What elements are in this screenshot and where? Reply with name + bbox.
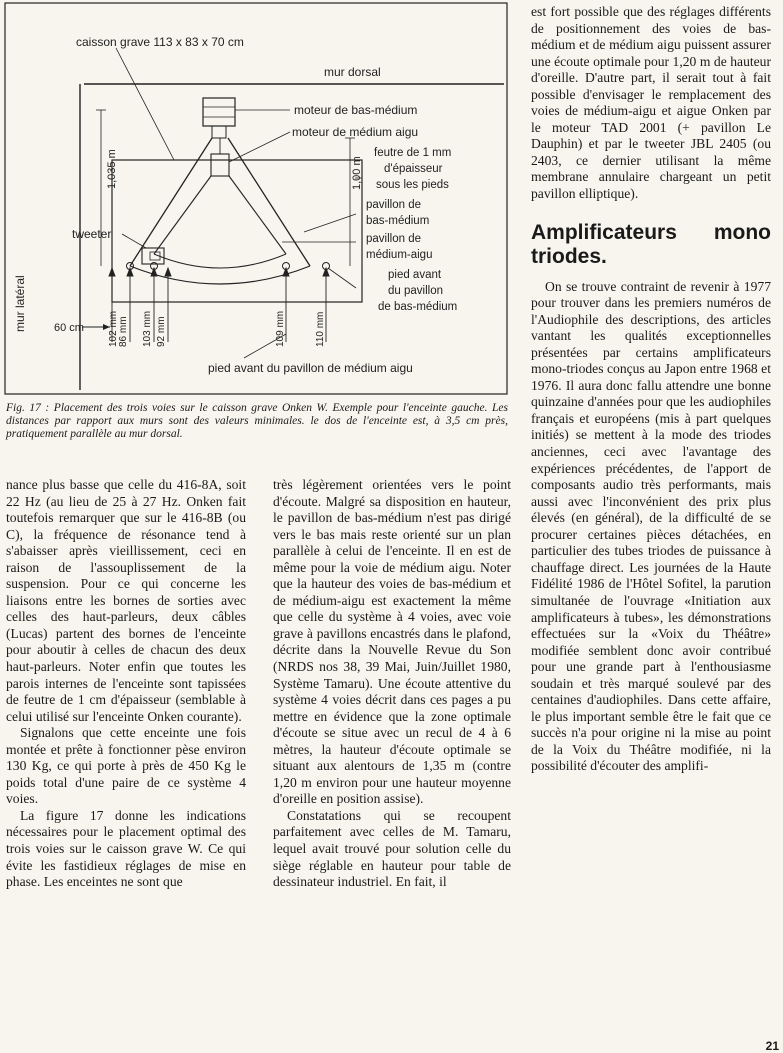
label-dim-60: 60 cm	[54, 322, 84, 334]
label-pavillon-bas-1: pavillon de	[366, 199, 421, 211]
paragraph: Constatations qui se recoupent parfaitement avec celles de M. Tamaru, lequel avait trouvé pour solution celle du siège réglable en hauteur pour table de dessinateur industriel. En fait, il	[273, 807, 511, 890]
paragraph: La figure 17 donne les indications nécessaires pour le placement optimal des trois voies sur le caisson grave W. Ce qui évite les fastidieux réglages de mise en phase. Les enceintes ne sont que	[6, 807, 246, 890]
label-pied-1: pied avant	[388, 269, 442, 281]
label-dim-1035: 1,035 m	[106, 149, 118, 189]
page-number: 21	[765, 1039, 779, 1053]
label-d6: 110 mm	[315, 311, 326, 347]
label-pied-aigu: pied avant du pavillon de médium aigu	[208, 361, 413, 375]
label-pavillon-bas-2: bas-médium	[366, 215, 430, 227]
label-pied-3: de bas-médium	[378, 301, 458, 313]
label-mur-dorsal: mur dorsal	[324, 65, 381, 79]
figure-17-diagram	[4, 2, 509, 395]
tweeter-shape	[142, 248, 164, 264]
label-d4: 92 mm	[156, 316, 167, 347]
paragraph: Signalons que cette enceinte une fois montée et prête à fonctionner pèse environ 130 Kg, ce qui porte à près de 450 Kg le poids total d'une paire de ce système 4 voies.	[6, 725, 246, 807]
label-pavillon-aigu-2: médium-aigu	[366, 249, 433, 261]
figure-caption: Fig. 17 : Placement des trois voies sur le caisson grave Onken W. Exemple pour l'enceinte gauche. Les distances par rapport aux murs sont des valeurs minimales. le dos de l'enceinte est, à 3,5 cm près, pratiquement parallèle au mur dorsal.	[6, 402, 508, 441]
paragraph: très légèrement orientées vers le point d'écoute. Malgré sa disposition en hauteur, le pavillon de bas-médium n'est pas dirigé vers le bas mais reste orienté sur un plan parallèle à celui de l'enceinte. Il en est de même pour la voie de médium aigu. Noter que la hauteur des voies de bas-médium et de médium-aigu est exactement la même que celle du système à 4 voies, avec voie grave à pavillons encastrés dans le plafond, décrite dans la Nouvelle Revue du Son (NRDS nos 38, 39 Mai, Juin/Juillet 1980, Système Tamaru). Une écoute attentive du système 4 voies décrit dans ces pages a pu mettre en évidence que la zone optimale d'écoute se situe avec un recul de 4 à 6 mètres, la hauteur d'écoute optimale se situant aux alentours de 1,35 m (contre 1,20 m environ pour une hauteur moyenne d'oreille en position assise).	[273, 477, 511, 807]
text-column-2	[273, 477, 511, 891]
text-column-1	[6, 477, 246, 891]
paragraph: nance plus basse que celle du 416-8A, soit 22 Hz (au lieu de 25 à 27 Hz. Onken fait toutefois remarquer que sur le 416-8B (ou C), la fréquence de résonance tend à s'abaisser après vieillissement, ceci en raison de l'assouplissement de la suspension. Pour ce qui concerne les liaisons entre les bornes de sorties avec celles des haut-parleurs, deux câbles (Lucas) partent des bornes de l'enceinte pour aboutir à celles de chacun des deux haut-parleurs. Noter enfin que toutes les parois internes de l'enceinte sont tapissées de feutre de 1 cm d'épaisseur (semblable à celui utilisé sur l'enceinte Onken courante).	[6, 477, 246, 724]
label-feutre-2: d'épaisseur	[384, 163, 443, 175]
label-dim-100: 1,00 m	[351, 156, 363, 190]
heading-word: Amplificateurs	[531, 220, 677, 244]
label-moteur-bas-medium: moteur de bas-médium	[294, 103, 418, 117]
caisson-leader	[116, 48, 174, 160]
moteur-bas-medium-shape	[203, 98, 235, 126]
label-pavillon-aigu-1: pavillon de	[366, 233, 421, 245]
paragraph: On se trouve contraint de revenir à 1977 pour trouver dans les premiers numéros de l'Audiophile des descriptions, des articles vantant les qualités exceptionnelles présentées par certains amplificateurs mono-triodes conçus au Japon entre 1968 et 1976. Il aura donc fallu attendre une bonne quinzaine d'années pour que les audiophiles français et européens (mis à part quelques initiés) se mettent à la mode des triodes anciennes, ceci avec l'avantage des expériences précédentes, de l'apport de composants audio très performants, mais aussi avec l'inconvénient des prix plus élevés (en général), de la difficulté de se procurer certaines pièces détachées, en particulier des tubes triodes de puissance à chauffage direct. Les journées de la Haute Fidélité 1986 de l'Hôtel Sofitel, la parution simultanée de l'ouvrage «Initiation aux amplificateurs à tubes», les démonstrations effectuées sur la «Voix du Théâtre» modifiée semblent donc avoir contribué pour une grande part à l'enthousiasme soudain et très marqué soulevé par des centaines d'audiophiles. Dans cette affaire, le plus important semble être le fait que ce succès n'a pour origine ni la mise au point de la Voix du Théâtre modifiée, ni la possibilité d'écouter des amplifi-	[531, 278, 771, 774]
label-d1: 102 mm	[108, 310, 119, 347]
paragraph: est fort possible que des réglages différents de positionnement des voies de bas-médium et de médium aigu puissent assurer une écoute optimale pour 1,20 m de hauteur d'oreille. D'autre part, il serait tout à fait possible d'envisager le remplacement des voies de médium-aigu et aigue Onken par le moteur TAD 2001 (+ pavillon Le Dauphin) et par le tweeter JBL 2405 (ou 2403, ce dernier utilisant la même membrane annulaire chargeant un petit pavillon elliptique).	[531, 4, 771, 202]
heading-word: mono	[713, 220, 771, 244]
caisson-grave-outline	[112, 160, 362, 302]
label-caisson: caisson grave 113 x 83 x 70 cm	[76, 35, 244, 49]
pavillon-bas-medium-shape	[130, 138, 212, 266]
speaker-placement-diagram	[4, 2, 509, 395]
moteur-medium-aigu-shape	[211, 154, 229, 176]
label-d3: 103 mm	[142, 310, 153, 347]
label-pied-2: du pavillon	[388, 285, 443, 297]
label-d2: 86 mm	[118, 316, 129, 347]
distance-labels	[108, 311, 326, 347]
label-feutre-1: feutre de 1 mm	[374, 147, 452, 159]
text-column-3	[531, 4, 771, 775]
label-d5: 109 mm	[275, 310, 286, 347]
section-heading	[531, 221, 771, 269]
label-moteur-medium-aigu: moteur de médium aigu	[292, 125, 419, 139]
label-tweeter: tweeter	[72, 227, 112, 241]
label-feutre-3: sous les pieds	[376, 179, 449, 191]
heading-word: triodes.	[531, 244, 607, 268]
label-mur-lateral: mur latéral	[13, 275, 27, 332]
